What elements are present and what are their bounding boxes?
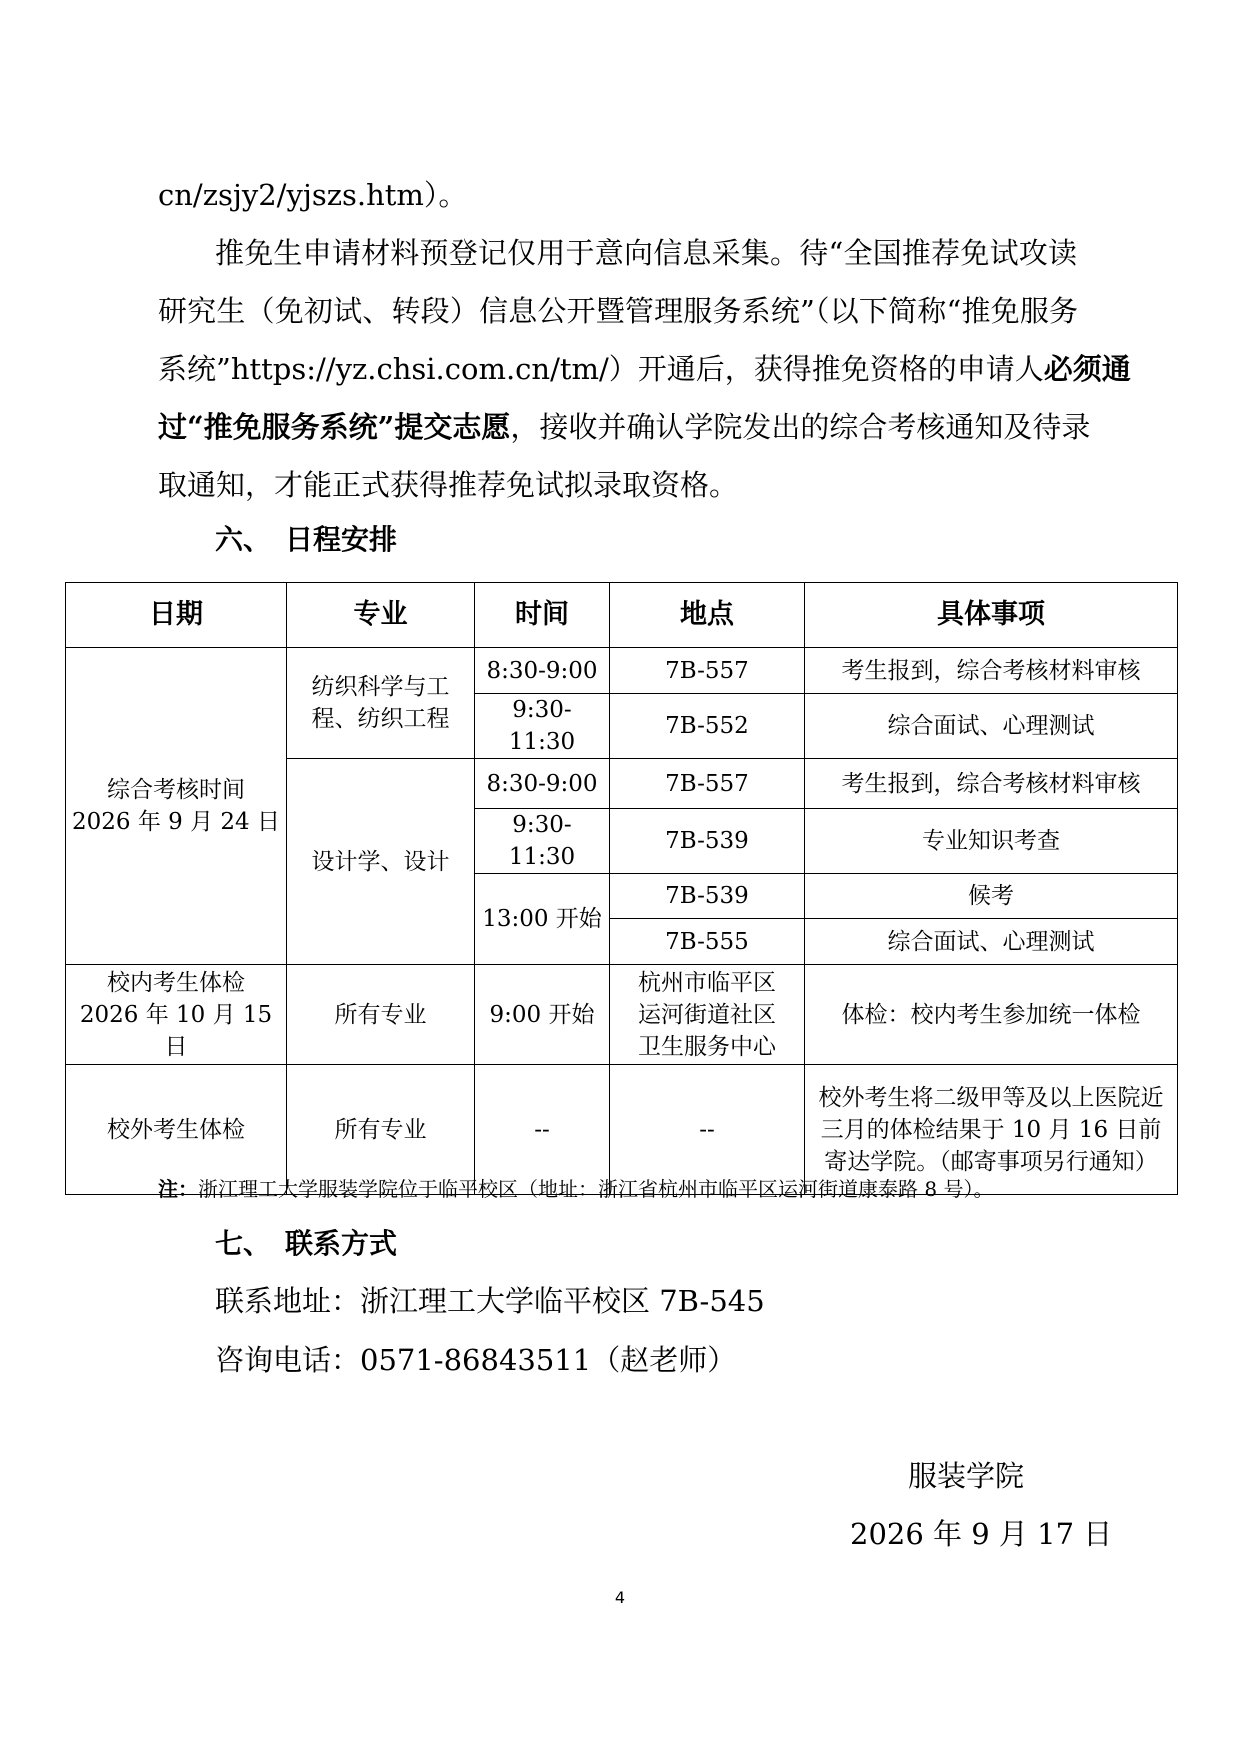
- table-header-row: [66, 583, 1178, 648]
- header-date: 日期: [66, 583, 287, 648]
- section-6-title: 日程安排: [285, 523, 398, 556]
- signature-date: 2026 年 9 月 17 日: [850, 1517, 1113, 1551]
- intro-line-2: 推免生申请材料预登记仅用于意向信息采集。待“全国推荐免试攻读: [215, 236, 1077, 270]
- date-line-2: 2026 年 9 月 24 日: [72, 809, 280, 835]
- table-row: [66, 965, 1178, 1065]
- place-cell: 7B-552: [610, 694, 805, 759]
- header-major: 专业: [287, 583, 475, 648]
- page-number: 4: [614, 1588, 626, 1607]
- intro-line-4: [158, 349, 1131, 389]
- major-cell-design: 设计学、设计: [287, 759, 475, 965]
- item-cell: 考生报到，综合考核材料审核: [805, 759, 1178, 809]
- item-cell: 体检：校内考生参加统一体检: [805, 965, 1178, 1065]
- note-label: 注：: [158, 1177, 198, 1201]
- date-line-1: 校内考生体检: [107, 969, 245, 996]
- item-cell: 专业知识考查: [805, 809, 1178, 874]
- section-6-number: 六、: [215, 523, 272, 556]
- intro-line-3: 研究生（免初试、转段）信息公开暨管理服务系统”（以下简称“推免服务: [158, 294, 1078, 328]
- place-cell: --: [610, 1065, 805, 1195]
- schedule-table: [65, 582, 1178, 1195]
- note-text: 浙江理工大学服装学院位于临平校区（地址：浙江省杭州市临平区运河街道康泰路 8 号）。: [198, 1177, 994, 1201]
- item-cell: 考生报到，综合考核材料审核: [805, 648, 1178, 694]
- item-cell: 综合面试、心理测试: [805, 919, 1178, 965]
- place-cell: 7B-557: [610, 759, 805, 809]
- header-time: 时间: [475, 583, 610, 648]
- table-note: [158, 1175, 993, 1203]
- section-7-heading: [215, 1224, 397, 1264]
- time-cell: --: [475, 1065, 610, 1195]
- intro-line-4-text: 系统”https://yz.chsi.com.cn/tm/）开通后，获得推免资格的申请人: [158, 352, 1044, 386]
- table-row: [66, 648, 1178, 694]
- section-7-number: 七、: [215, 1227, 272, 1260]
- time-cell: 9:30-11:30: [475, 694, 610, 759]
- place-cell: 7B-557: [610, 648, 805, 694]
- header-item: 具体事项: [805, 583, 1178, 648]
- date-cell-external-exam: 校外考生体检: [66, 1065, 287, 1195]
- intro-line-4-bold: 必须通: [1043, 352, 1131, 386]
- place-cell: 7B-555: [610, 919, 805, 965]
- time-cell: 13:00 开始: [475, 874, 610, 965]
- major-cell: 所有专业: [287, 965, 475, 1065]
- item-cell: 校外考生将二级甲等及以上医院近三月的体检结果于 10 月 16 日前寄达学院。（邮寄事项另行通知）: [805, 1065, 1178, 1195]
- item-cell: 综合面试、心理测试: [805, 694, 1178, 759]
- time-cell: 8:30-9:00: [475, 759, 610, 809]
- intro-line-5: [158, 407, 1091, 447]
- time-cell: 8:30-9:00: [475, 648, 610, 694]
- time-cell: 9:30-11:30: [475, 809, 610, 874]
- place-cell: 7B-539: [610, 874, 805, 919]
- date-cell-assessment: [66, 648, 287, 965]
- intro-line-1: cn/zsjy2/yjszs.htm）。: [158, 178, 468, 212]
- place-cell: 7B-539: [610, 809, 805, 874]
- contact-address: 联系地址：浙江理工大学临平校区 7B-545: [215, 1284, 765, 1318]
- major-cell: 所有专业: [287, 1065, 475, 1195]
- time-cell: 9:00 开始: [475, 965, 610, 1065]
- section-6-heading: [215, 520, 397, 560]
- section-7-title: 联系方式: [285, 1227, 398, 1260]
- major-cell-textile: 纺织科学与工程、纺织工程: [287, 648, 475, 759]
- contact-phone: 咨询电话：0571-86843511（赵老师）: [215, 1343, 737, 1377]
- intro-line-5-bold: 过“推免服务系统”提交志愿: [158, 410, 511, 444]
- date-line-2: 2026 年 10 月 15 日: [79, 1001, 273, 1060]
- header-place: 地点: [610, 583, 805, 648]
- date-cell-internal-exam: [66, 965, 287, 1065]
- signature-org: 服装学院: [908, 1459, 1025, 1493]
- intro-line-6: 取通知，才能正式获得推荐免试拟录取资格。: [158, 468, 739, 502]
- date-line-1: 综合考核时间: [107, 777, 245, 803]
- item-cell: 候考: [805, 874, 1178, 919]
- place-cell: 杭州市临平区运河街道社区卫生服务中心: [610, 965, 805, 1065]
- intro-line-5-text: ，接收并确认学院发出的综合考核通知及待录: [510, 410, 1091, 444]
